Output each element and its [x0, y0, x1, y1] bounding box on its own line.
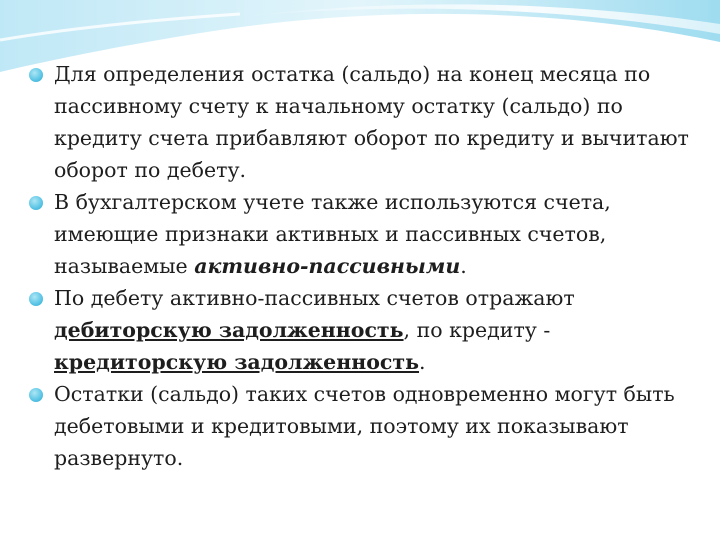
emphasis-term: активно-пассивными — [194, 254, 461, 278]
emphasis-term-credit: кредиторскую задолженность — [54, 350, 420, 374]
bullet-text-middle: , по кредиту - — [403, 318, 551, 342]
emphasis-term-debit: дебиторскую задолженность — [54, 318, 404, 342]
bullet-dot-icon — [29, 68, 43, 82]
bullet-list — [26, 58, 706, 474]
bullet-text: Для определения остатка (сальдо) на конец месяца по пассивному счету к начальному остатку (сальдо) по кредиту счета прибавляют оборот по кредиту и вычитают оборот по дебету. — [54, 62, 689, 182]
bullet-dot-icon — [29, 292, 43, 306]
bullet-item-4 — [26, 378, 706, 474]
bullet-text-end: . — [419, 350, 426, 374]
bullet-text: В бухгалтерском учете также используются счета, имеющие признаки активных и пассивных счетов, называемые — [54, 190, 611, 278]
bullet-dot-icon — [29, 388, 43, 402]
bullet-text: Остатки (сальдо) таких счетов одновременно могут быть дебетовыми и кредитовыми, поэтому их показывают развернуто. — [54, 382, 675, 470]
bullet-text-end: . — [460, 254, 467, 278]
bullet-item-1 — [26, 58, 706, 186]
bullet-text: По дебету активно-пассивных счетов отражают — [54, 286, 575, 310]
bullet-dot-icon — [29, 196, 43, 210]
bullet-item-3 — [26, 282, 706, 378]
slide-content — [26, 58, 706, 474]
bullet-item-2 — [26, 186, 706, 282]
